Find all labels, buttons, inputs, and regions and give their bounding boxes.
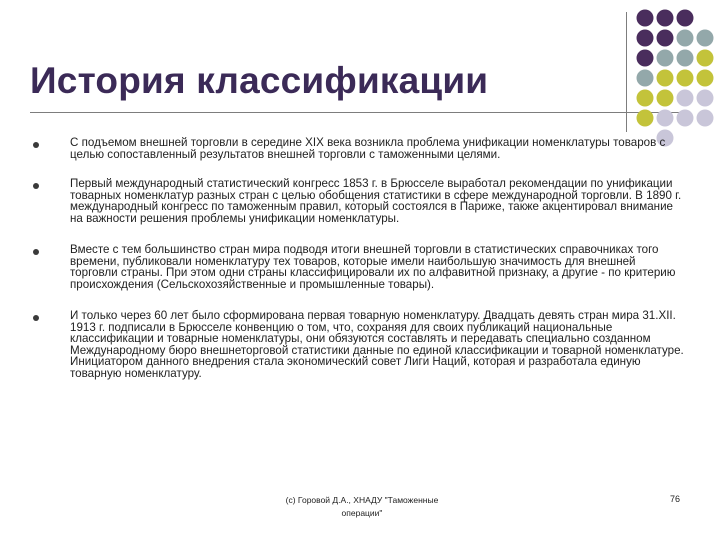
bullet-item [30,310,685,379]
decorative-dot [657,30,674,47]
bullet-item [30,137,685,160]
decorative-dot [637,30,654,47]
vertical-divider [626,12,627,132]
decorative-dot [637,70,654,87]
title-underline [30,112,690,113]
decorative-dot [677,90,694,107]
decorative-dot [637,50,654,67]
bullet-dot-icon [33,142,39,148]
decorative-dot [657,50,674,67]
decorative-dot [697,110,714,127]
bullet-text: Вместе с тем большинство стран мира подводя итоги внешней торговли в статистических справочниках того времени, публиковали номенклатуру тех товаров, которые имели наибольшую значимость для внешней торговли страны. При этом одни страны классифицировали их по алфавитной признаку, а другие - по критерию происхождения (Сельскохозяйственные и промышленные товары). [70,243,676,291]
bullet-dot-icon [33,249,39,255]
decorative-dot [677,10,694,27]
bullet-text: С подъемом внешней торговли в середине XIX века возникла проблема унификации номенклатуры товаров с целью сопоставленный результатов внешней торговли с таможенными целями. [70,136,666,161]
bullet-item [30,244,685,290]
bullet-text: Первый международный статистический конгресс 1853 г. в Брюсселе выработал рекомендации по унификации товарных номенклатур разных стран с целью обобщения статистики в сфере международной торговли. В 1890 г. международный конгресс по таможенным правил, который состоялся в Париже, также акцентировал внимание на важности решения проблемы унификации номенклатуры. [70,177,682,225]
decorative-dot [697,30,714,47]
decorative-dot [657,110,674,127]
decorative-dot-grid [634,8,720,148]
footer-author: (c) Горовой Д.А., ХНАДУ "Таможенные операции" [285,495,439,518]
slide-title: История классификации [30,60,489,101]
decorative-dot [677,30,694,47]
bullet-dot-icon [33,315,39,321]
bullet-item [30,178,685,224]
decorative-dot [697,90,714,107]
decorative-dot [637,110,654,127]
decorative-dot [697,70,714,87]
bullet-list [30,137,685,379]
decorative-dot [637,90,654,107]
page-number: 76 [669,494,680,504]
bullet-text: И только через 60 лет было сформирована первая товарную номенклатуру. Двадцать девять стран мира 31.XII. 1913 г. подписали в Брюсселе конвенцию о том, что, сохраняя для своих публикаций национальные классификации и товарные номенклатуры, они обязуются составлять и передавать специально созданном Международному бюро внешнеторговой статистики данные по единой классификации и товарной номенклатуре. Инициатором данного внедрения стала экономический совет Лиги Наций, которая и разработала единую товарную номенклатуру. [70,309,684,380]
decorative-dot [657,90,674,107]
decorative-dot [677,70,694,87]
bullet-dot-icon [33,183,39,189]
decorative-dot [657,10,674,27]
decorative-dot [637,10,654,27]
decorative-dot [677,110,694,127]
decorative-dot [657,70,674,87]
decorative-dot [697,50,714,67]
decorative-dot [677,50,694,67]
